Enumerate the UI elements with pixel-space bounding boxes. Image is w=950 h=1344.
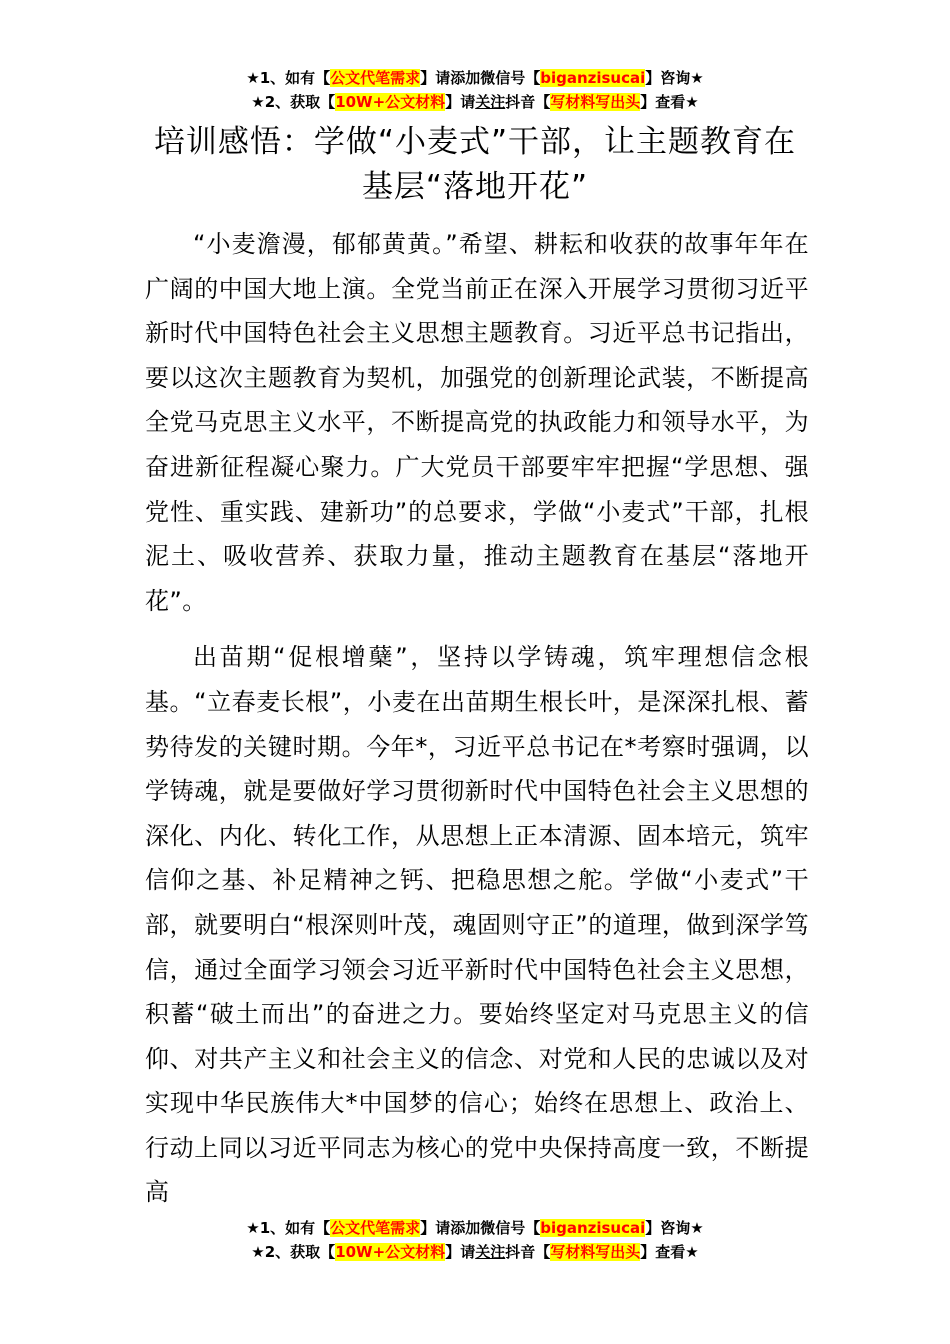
banner-highlight: 写材料写出头 — [550, 1243, 641, 1261]
banner-line-1 — [0, 66, 950, 90]
paragraph-2: 出苗期“促根增蘖”，坚持以学铸魂，筑牢理想信念根基。“立春麦长根”，小麦在出苗期生根长叶，是深深扎根、蓄势待发的关键时期。今年*，习近平总书记在*考察时强调，以学铸魂，就是要做好学习贯彻新时代中国特色社会主义思想的深化、内化、转化工作，从思想上正本清源、固本培元，筑牢信仰之基、补足精神之钙、把稳思想之舵。学做“小麦式”干部，就要明白“根深则叶茂，魂固则守正”的道理，做到深学笃信，通过全面学习领会习近平新时代中国特色社会主义思想，积蓄“破土而出”的奋进之力。要始终坚定对马克思主义的信仰、对共产主义和社会主义的信念、对党和人民的忠诚以及对实现中华民族伟大*中国梦的信心；始终在思想上、政治上、行动上同以习近平同志为核心的党中央保持高度一致，不断提高 — [145, 643, 809, 1207]
banner-highlight: 公文代笔需求 — [330, 69, 421, 87]
banner-text: ★2、获取【 — [251, 93, 336, 111]
document-title: 培训感悟：学做“小麦式”干部，让主题教育在基层“落地开花” — [153, 124, 797, 205]
footer-banner — [0, 1216, 950, 1264]
banner-line-2 — [0, 90, 950, 114]
banner-text: 】请添加微信号【 — [420, 1219, 541, 1237]
banner-text: 抖音【 — [505, 1243, 551, 1261]
banner-text: 】咨询★ — [645, 1219, 704, 1237]
banner-text: 】请添加微信号【 — [420, 69, 541, 87]
banner-highlight: biganzisucai — [540, 1219, 646, 1237]
banner-highlight: 10W+公文材料 — [335, 93, 446, 111]
banner-underlined-text: 关注 — [475, 93, 506, 111]
banner-text: ★1、如有【 — [246, 1219, 331, 1237]
banner-highlight: biganzisucai — [540, 69, 646, 87]
paragraph-1: “小麦澹漫，郁郁黄黄。”希望、耕耘和收获的故事年年在广阔的中国大地上演。全党当前正在深入开展学习贯彻习近平新时代中国特色社会主义思想主题教育。习近平总书记指出，要以这次主题教育为契机，加强党的创新理论武装，不断提高全党马克思主义水平，不断提高党的执政能力和领导水平，为奋进新征程凝心聚力。广大党员干部要牢牢把握“学思想、强党性、重实践、建新功”的总要求，学做“小麦式”干部，扎根泥土、吸收营养、获取力量，推动主题教育在基层“落地开花”。 — [145, 230, 809, 615]
banner-text: ★2、获取【 — [251, 1243, 336, 1261]
banner-underlined-text: 关注 — [475, 1243, 506, 1261]
banner-text: 抖音【 — [505, 93, 551, 111]
banner-highlight: 写材料写出头 — [550, 93, 641, 111]
banner-line-1 — [0, 1216, 950, 1240]
banner-text: 】查看★ — [640, 93, 699, 111]
banner-text: 】咨询★ — [645, 69, 704, 87]
banner-text: ★1、如有【 — [246, 69, 331, 87]
banner-highlight: 公文代笔需求 — [330, 1219, 421, 1237]
header-banner — [0, 66, 950, 114]
banner-line-2 — [0, 1240, 950, 1264]
banner-highlight: 10W+公文材料 — [335, 1243, 446, 1261]
banner-text: 】请 — [445, 93, 476, 111]
banner-text: 】请 — [445, 1243, 476, 1261]
article-body — [145, 222, 809, 1227]
banner-text: 】查看★ — [640, 1243, 699, 1261]
